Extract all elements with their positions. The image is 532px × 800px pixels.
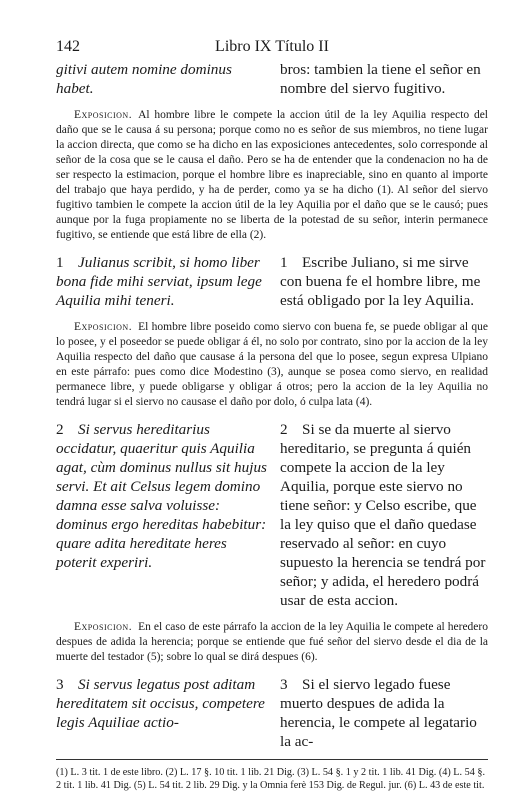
latin-paragraph-1 (56, 253, 268, 310)
paragraph-number: 1 (280, 254, 288, 271)
latin-paragraph-2 (56, 420, 268, 610)
paragraph-number: 2 (56, 421, 64, 438)
exposicion-0 (56, 108, 488, 243)
exposicion-label: Exposicion. (74, 321, 133, 333)
running-title: Libro IX Título II (215, 38, 329, 55)
exposicion-2 (56, 620, 488, 665)
spanish-paragraph-2 (280, 420, 488, 610)
footnote-6: (6) L. 43 de este tit. (404, 780, 485, 791)
spanish-text-0: bros: tambien la tiene el señor en nombre del siervo fugitivo. (280, 61, 481, 97)
latin-text: Si servus hereditarius occidatur, quaeritur quis Aquilia agat, cùm dominus nullus sit hujus servi. Et ait Celsus legem domino damna esse salva voluisse: dominus ergo hereditas habebitur: quare adita hereditate heres poterit experiri. (56, 421, 267, 571)
latin-text-0: gitivi autem nomine dominus habet. (56, 61, 232, 97)
spanish-text: Si se da muerte al siervo hereditario, se pregunta á quién compete la accion de la ley Aquilia, porque este siervo no tiene señor: y Celso escribe, que la ley quiso que el daño quedase reservado al señor: en cuyo supuesto la herencia se tendrá por señor; y adida, el heredero podrá usar de esta accion. (280, 421, 486, 609)
paragraph-number: 3 (56, 676, 64, 693)
footnote-4: (4) L. 54 §. 2 tit. 1 lib. 41 Dig. (56, 767, 485, 791)
footnotes (56, 766, 488, 792)
paragraph-number: 3 (280, 676, 288, 693)
footnote-3: (3) L. 54 §. 1 y 2 tit. 1 lib. 41 Dig. (297, 767, 437, 778)
exposicion-text: Al hombre libre le compete la accion útil de la ley Aquilia respecto del daño que se le causa á su persona; porque como no es señor de sus miembros, no tiene lugar la accion directa, que como se ha dicho en las exposiciones antecedentes, solo corresponde al señor de la cosa que se le causa el daño. Pero se ha de entender que la condenacion no ha de ser respecto la estimacion, porque el hombre libre es inapreciable, sino en quanto al importe del trabajo que haya perdido, y ha de perder, como ya se ha dicho (1). Al señor del siervo fugitivo tambien le compete la accion útil de la ley Aquilia por el daño que se le causó; pues aunque por la fuga propiamente no se liberta de la potestad de su señor, interin permanece fugitivo, se entiende que está libre de ella (2). (56, 109, 488, 241)
section-1 (56, 253, 488, 310)
footnote-5: (5) L. 54 tit. 2 lib. 29 Dig. y la Omnia ferè 153 Dig. de Regul. jur. (133, 780, 402, 791)
footnote-divider (56, 759, 488, 760)
latin-text: Si servus legatus post aditam hereditatem sit occisus, competere legis Aquiliae actio- (56, 676, 265, 731)
spanish-text: Si el siervo legado fuese muerto despues de adida la herencia, le compete al legatario la ac- (280, 676, 477, 750)
spanish-paragraph-1 (280, 253, 488, 310)
footnote-1: (1) L. 3 tit. 1 de este libro. (56, 767, 163, 778)
paragraph-number: 2 (280, 421, 288, 438)
paragraph-number: 1 (56, 254, 64, 271)
exposicion-text: El hombre libre poseido como siervo con buena fe, se puede obligar al que lo posee, y el poseedor se puede obligar á él, no solo por contrato, sino por la accion de la ley Aquilia respecto del daño que causase á la persona del que lo posee, segun expresa Ulpiano en este párrafo: pues como dice Modestino (3), aunque se posea como siervo, en realidad permanece libre, y puede obligarse y obligar á otros; pero la accion de la ley Aquilia no tendrá lugar si el siervo no causase el daño por dolo, ó culpa lata (4). (56, 321, 488, 408)
section-0 (56, 60, 488, 98)
latin-paragraph-3 (56, 675, 268, 751)
page-header (56, 38, 488, 60)
exposicion-label: Exposicion. (74, 621, 133, 633)
spanish-text: Escribe Juliano, si me sirve con buena fe el hombre libre, me está obligado por la ley Aquilia. (280, 254, 481, 309)
page-number: 142 (56, 38, 80, 55)
latin-text: Julianus scribit, si homo liber bona fide mihi serviat, ipsum lege Aquilia mihi teneri. (56, 254, 262, 309)
page (56, 38, 488, 791)
section-3 (56, 675, 488, 751)
exposicion-text: En el caso de este párrafo la accion de la ley Aquilia le compete al heredero despues de adida la herencia; porque se entiende que fué señor del siervo desde el dia de la muerte del testador (5); sobre lo qual se dirá despues (6). (56, 621, 488, 663)
section-2 (56, 420, 488, 610)
exposicion-label: Exposicion. (74, 109, 133, 121)
exposicion-1 (56, 320, 488, 410)
footnote-2: (2) L. 17 §. 10 tit. 1 lib. 21 Dig. (165, 767, 295, 778)
spanish-paragraph-3 (280, 675, 488, 751)
